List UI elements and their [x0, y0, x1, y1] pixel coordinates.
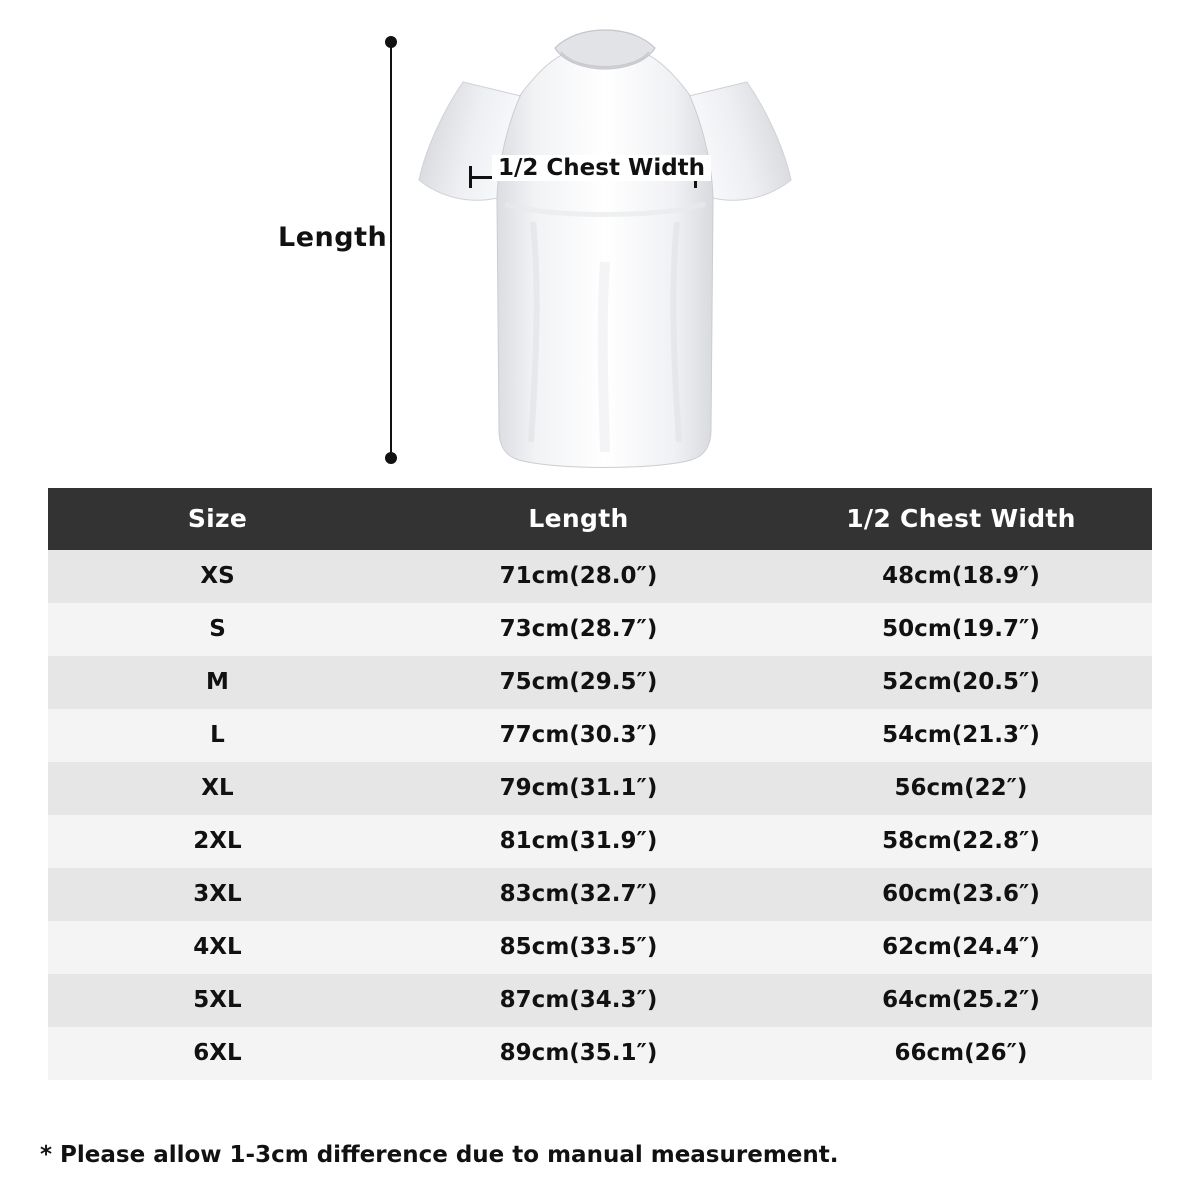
table-header-row [48, 488, 1152, 550]
measurement-footnote: * Please allow 1-3cm difference due to manual measurement. [40, 1142, 839, 1168]
cell-length: 71cm(28.0″) [387, 550, 770, 603]
length-measure-top-marker [385, 36, 397, 48]
cell-size: 5XL [48, 974, 387, 1027]
size-table [48, 488, 1152, 1080]
table-row [48, 1027, 1152, 1080]
cell-chest: 66cm(26″) [770, 1027, 1152, 1080]
cell-chest: 56cm(22″) [770, 762, 1152, 815]
table-row [48, 656, 1152, 709]
cell-length: 83cm(32.7″) [387, 868, 770, 921]
cell-size: 4XL [48, 921, 387, 974]
measurement-diagram [0, 0, 1200, 488]
table-body [48, 550, 1152, 1080]
table-row [48, 921, 1152, 974]
cell-chest: 62cm(24.4″) [770, 921, 1152, 974]
table-row [48, 815, 1152, 868]
table-row [48, 550, 1152, 603]
column-header-length: Length [387, 488, 770, 550]
cell-size: XL [48, 762, 387, 815]
chest-measure-label: 1/2 Chest Width [492, 155, 711, 181]
cell-size: L [48, 709, 387, 762]
cell-chest: 52cm(20.5″) [770, 656, 1152, 709]
cell-size: XS [48, 550, 387, 603]
length-measure-line [390, 42, 392, 462]
cell-length: 89cm(35.1″) [387, 1027, 770, 1080]
cell-size: 6XL [48, 1027, 387, 1080]
column-header-chest: 1/2 Chest Width [770, 488, 1152, 550]
length-measure-label: Length [278, 222, 388, 253]
cell-length: 79cm(31.1″) [387, 762, 770, 815]
table-row [48, 603, 1152, 656]
cell-length: 77cm(30.3″) [387, 709, 770, 762]
cell-length: 85cm(33.5″) [387, 921, 770, 974]
cell-chest: 50cm(19.7″) [770, 603, 1152, 656]
size-table-wrapper [48, 488, 1152, 1080]
length-measure-bottom-marker [385, 452, 397, 464]
cell-length: 81cm(31.9″) [387, 815, 770, 868]
cell-chest: 64cm(25.2″) [770, 974, 1152, 1027]
cell-chest: 58cm(22.8″) [770, 815, 1152, 868]
cell-length: 73cm(28.7″) [387, 603, 770, 656]
table-row [48, 762, 1152, 815]
cell-size: M [48, 656, 387, 709]
tshirt-illustration [405, 22, 805, 482]
cell-size: 2XL [48, 815, 387, 868]
cell-chest: 60cm(23.6″) [770, 868, 1152, 921]
table-row [48, 868, 1152, 921]
cell-chest: 48cm(18.9″) [770, 550, 1152, 603]
table-row [48, 974, 1152, 1027]
cell-size: S [48, 603, 387, 656]
column-header-size: Size [48, 488, 387, 550]
chest-measure-left-cap [469, 166, 472, 188]
cell-chest: 54cm(21.3″) [770, 709, 1152, 762]
table-row [48, 709, 1152, 762]
cell-length: 75cm(29.5″) [387, 656, 770, 709]
cell-size: 3XL [48, 868, 387, 921]
cell-length: 87cm(34.3″) [387, 974, 770, 1027]
